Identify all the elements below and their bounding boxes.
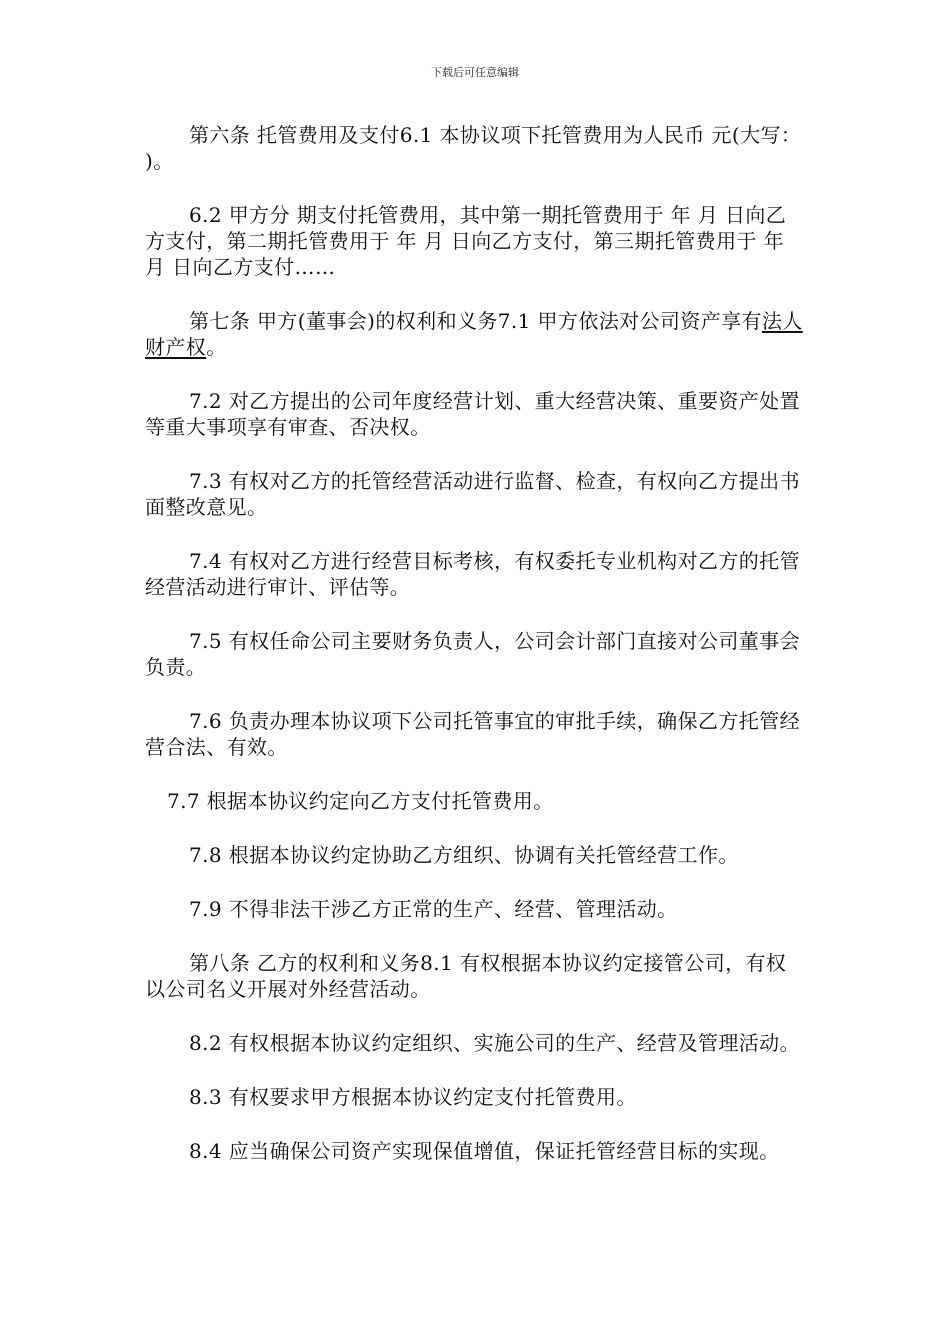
paragraph-7-3: 7.3 有权对乙方的托管经营活动进行监督、检查，有权向乙方提出书面整改意见。 xyxy=(145,469,800,519)
paragraph-article-7-end: 。 xyxy=(206,335,227,359)
paragraph-article-6: 第六条 托管费用及支付6.1 本协议项下托管费用为人民币 元(大写： )。 xyxy=(145,123,802,173)
paragraph-7-6: 7.6 负责办理本协议项下公司托管事宜的审批手续，确保乙方托管经营合法、有效。 xyxy=(145,709,800,759)
paragraph-8-4: 8.4 应当确保公司资产实现保值增值，保证托管经营目标的实现。 xyxy=(189,1139,780,1163)
document-body xyxy=(145,122,805,1192)
paragraph-7-8: 7.8 根据本协议约定协助乙方组织、协调有关托管经营工作。 xyxy=(189,843,739,867)
paragraph-article-7-text: 第七条 甲方(董事会)的权利和义务7.1 甲方依法对公司资产享有 xyxy=(189,309,762,333)
paragraph-article-7 xyxy=(145,308,805,360)
legal-property-right-link[interactable]: 法人财产权 xyxy=(145,309,803,359)
paragraph-7-7: 7.7 根据本协议约定向乙方支付托管费用。 xyxy=(167,789,554,813)
paragraph-article-8: 第八条 乙方的权利和义务8.1 有权根据本协议约定接管公司，有权以公司名义开展对外经营活动。 xyxy=(145,951,787,1001)
paragraph-8-3: 8.3 有权要求甲方根据本协议约定支付托管费用。 xyxy=(189,1085,637,1109)
paragraph-8-2: 8.2 有权根据本协议约定组织、实施公司的生产、经营及管理活动。 xyxy=(189,1031,800,1055)
page-header-note: 下载后可任意编辑 xyxy=(431,66,519,79)
paragraph-7-9: 7.9 不得非法干涉乙方正常的生产、经营、管理活动。 xyxy=(189,897,678,921)
paragraph-6-2: 6.2 甲方分 期支付托管费用，其中第一期托管费用于 年 月 日向乙方支付，第二期托管费用于 年 月 日向乙方支付，第三期托管费用于 年 月 日向乙方支付…… xyxy=(145,203,787,279)
paragraph-7-4: 7.4 有权对乙方进行经营目标考核，有权委托专业机构对乙方的托管经营活动进行审计、评估等。 xyxy=(145,549,800,599)
paragraph-7-2: 7.2 对乙方提出的公司年度经营计划、重大经营决策、重要资产处置等重大事项享有审查、否决权。 xyxy=(145,389,800,439)
paragraph-7-5: 7.5 有权任命公司主要财务负责人，公司会计部门直接对公司董事会负责。 xyxy=(145,629,800,679)
